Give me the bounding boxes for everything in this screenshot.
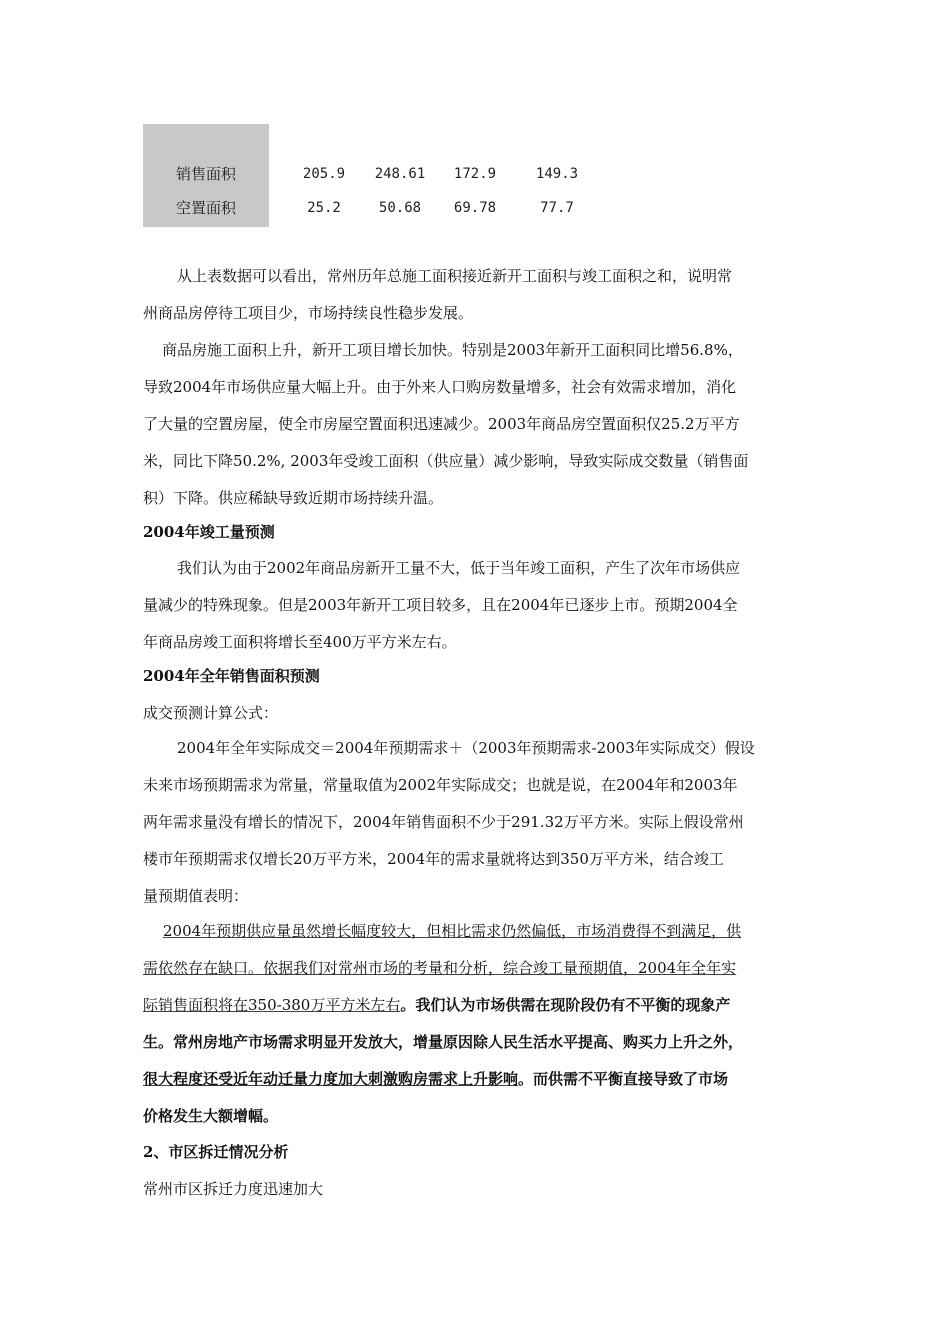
- paragraph-line: 年商品房竣工面积将增长至400万平方米左右。: [143, 633, 457, 651]
- table-cell: 248.61: [374, 166, 426, 182]
- table-cell: 149.3: [535, 166, 579, 182]
- section-heading: 2、市区拆迁情况分析: [143, 1143, 289, 1161]
- paragraph-line: 未来市场预期需求为常量，常量取值为2002年实际成交；也就是说，在2004年和2003年: [143, 776, 738, 794]
- table-cell: 50.68: [378, 200, 422, 216]
- paragraph-line: 了大量的空置房屋，使全市房屋空置面积迅速减少。2003年商品房空置面积仅25.2万平方: [143, 415, 740, 433]
- paragraph-line: 从上表数据可以看出，常州历年总施工面积接近新开工面积与竣工面积之和，说明常: [177, 267, 733, 285]
- paragraph-line: 州商品房停待工项目少，市场持续良性稳步发展。: [143, 304, 474, 322]
- table-cell: 69.78: [453, 200, 497, 216]
- underlined-line: 2004年预期供应量虽然增长幅度较大，但相比需求仍然偏低，市场消费得不到满足，供: [163, 922, 742, 940]
- paragraph-line: 我们认为由于2002年商品房新开工量不大，低于当年竣工面积，产生了次年市场供应: [177, 559, 741, 577]
- paragraph-line: 积）下降。供应稀缺导致近期市场持续升温。: [143, 489, 444, 507]
- paragraph-line: 米，同比下降50.2%, 2003年受竣工面积（供应量）减少影响，导致实际成交数量（销售面: [143, 452, 749, 470]
- mixed-line: [143, 1069, 813, 1089]
- underlined-text: 很大程度还受近年动迁量力度加大刺激购房需求上升影响: [143, 1070, 519, 1088]
- section-heading: 2004年全年销售面积预测: [143, 667, 320, 685]
- table-cell: 172.9: [453, 166, 497, 182]
- mixed-line: [143, 995, 813, 1015]
- paragraph-line: 常州市区拆迁力度迅速加大: [143, 1180, 324, 1198]
- row-label-sales-area: 销售面积: [175, 165, 236, 183]
- area-table: [143, 124, 613, 227]
- table-row: [143, 194, 613, 222]
- table-row: [143, 160, 613, 188]
- row-label-vacant-area: 空置面积: [175, 199, 236, 217]
- paragraph-line: 2004年全年实际成交＝2004年预期需求＋（2003年预期需求-2003年实际成交）假设: [177, 739, 755, 757]
- section-heading: 2004年竣工量预测: [143, 523, 275, 541]
- paragraph-line: 楼市年预期需求仅增长20万平方米，2004年的需求量就将达到350万平方米，结合竣工: [143, 850, 724, 868]
- paragraph-line: 商品房施工面积上升，新开工项目增长加快。特别是2003年新开工面积同比增56.8%，: [162, 341, 743, 359]
- bold-text: 。而供需不平衡直接导致了市场: [518, 1070, 729, 1088]
- bold-line: 价格发生大额增幅。: [143, 1107, 279, 1125]
- table-cell: 25.2: [307, 200, 341, 216]
- bold-line: 生。常州房地产市场需求明显开发放大，增量原因除人民生活水平提高、购买力上升之外，: [143, 1033, 744, 1051]
- bold-text: 。我们认为市场供需在现阶段仍有不平衡的现象产: [400, 996, 731, 1014]
- paragraph-line: 量预期值表明：: [143, 887, 249, 905]
- paragraph-line: 量减少的特殊现象。但是2003年新开工项目较多，且在2004年已逐步上市。预期2004全: [143, 596, 738, 614]
- paragraph-line: 两年需求量没有增长的情况下，2004年销售面积不少于291.32万平方米。实际上假设常州: [143, 813, 744, 831]
- table-cell: 205.9: [302, 166, 346, 182]
- paragraph-line: 成交预测计算公式：: [143, 704, 279, 722]
- underlined-line: 需依然存在缺口。依据我们对常州市场的考量和分析，综合竣工量预期值，2004年全年实: [143, 959, 737, 977]
- table-cell: 77.7: [540, 200, 574, 216]
- paragraph-line: 导致2004年市场供应量大幅上升。由于外来人口购房数量增多，社会有效需求增加，消化: [143, 378, 737, 396]
- underlined-text: 际销售面积将在350-380万平方米左右: [143, 996, 401, 1014]
